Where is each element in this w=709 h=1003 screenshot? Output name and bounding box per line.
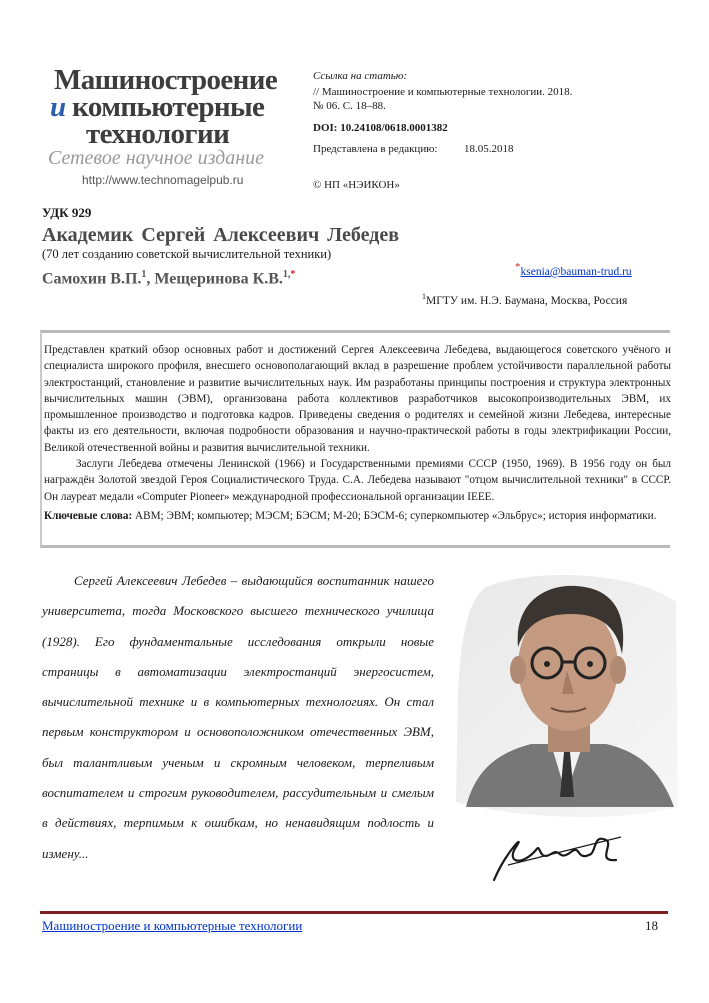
affiliation bbox=[422, 292, 627, 307]
doi[interactable]: DOI: 10.24108/0618.0001382 bbox=[313, 122, 448, 134]
author-1: Самохин В.П. bbox=[42, 270, 142, 288]
abstract-paragraph-2: Заслуги Лебедева отмечены Ленинской (1966) и Государственными премиями СССР (1950, 1969). В 1956 году он был награждён Золотой звездой Героя Социалистического Труда. С.А. Лебедева называют "отцом вычислительной техники" в СССР. Он лауреат медали «Computer Pioneer» международной профессиональной организации IEEE. bbox=[44, 458, 671, 503]
footer-rule bbox=[40, 911, 668, 914]
copyright: © НП «НЭИКОН» bbox=[313, 179, 400, 191]
article-title: Академик Сергей Алексеевич Лебедев bbox=[42, 224, 400, 246]
citation-ref-line-2: № 06. С. 18–88. bbox=[313, 100, 386, 112]
corresponding-email bbox=[515, 261, 632, 278]
author-2: Мещеринова К.В. bbox=[154, 270, 283, 288]
logo-url[interactable]: http://www.technomagelpub.ru bbox=[82, 173, 244, 187]
logo-and: и bbox=[50, 91, 66, 123]
affiliation-text: МГТУ им. Н.Э. Баумана, Москва, Россия bbox=[426, 294, 628, 307]
portrait-image bbox=[446, 562, 686, 892]
article-subtitle: (70 лет созданию советской вычислительной техники) bbox=[42, 247, 332, 261]
footer-journal-link[interactable]: Машиностроение и компьютерные технологии bbox=[42, 918, 303, 933]
signature-image bbox=[494, 837, 621, 880]
corresponding-star: * bbox=[290, 269, 296, 280]
citation-ref-line-1: // Машиностроение и компьютерные технологии. 2018. bbox=[313, 86, 573, 98]
journal-logo bbox=[46, 64, 282, 194]
page-number: 18 bbox=[645, 918, 658, 933]
intro-quote bbox=[42, 566, 434, 869]
keywords-label: Ключевые слова: bbox=[44, 509, 133, 522]
logo-line-3: технологии bbox=[86, 118, 230, 150]
logo-tagline: Сетевое научное издание bbox=[48, 147, 265, 169]
logo-line-1: Машиностроение bbox=[54, 64, 278, 96]
citation-label: Ссылка на статью: bbox=[313, 70, 408, 82]
udc-code: УДК 929 bbox=[42, 205, 92, 220]
received-label: Представлена в редакцию: bbox=[313, 143, 438, 155]
keywords bbox=[44, 508, 671, 524]
authors bbox=[42, 269, 295, 288]
intro-quote-text: Сергей Алексеевич Лебедев – выдающийся воспитанник нашего университета, тогда Московского высшего технического училища (1928). Его фундаментальные исследования открыли новые страницы в автоматизации электростанций энергосистем, вычислительной технике и в компьютерных технологиях. Он стал первым конструктором и основоположником отечественных ЭВМ, был талантливым ученым и скромным человеком, терпеливым воспитателем и строгим руководителем, рассудительным и смелым в действиях, терпимым к ошибкам, но ненавидящим подлость и измену... bbox=[42, 573, 434, 861]
affiliation-sup: 1 bbox=[422, 292, 426, 301]
received-date: 18.05.2018 bbox=[464, 143, 514, 155]
author-1-affil: 1 bbox=[141, 269, 147, 280]
abstract-box bbox=[40, 330, 670, 548]
email-star: * bbox=[515, 261, 521, 273]
author-2-affil: 1, bbox=[282, 269, 291, 280]
logo-line-2-text: компьютерные bbox=[65, 91, 265, 123]
abstract-paragraph-1: Представлен краткий обзор основных работ и достижений Сергея Алексеевича Лебедева, выдающегося советского учёного и специалиста широкого профиля, внесшего основополагающий вклад в разрешение проблем устойчивости параллельной работы электростанций, становление и развитие вычислительных наук. Им разработаны принципы построения и структура электронных вычислительных машин (ЭВМ), организована работа коллективов разработчиков высокопроизводительных ЭВМ, их промышленное производство и подготовка кадров. Приведены сведения о родителях и семейной жизни Лебедева, интересные факты из его деятельности, включая подробности образования и научно-практической работы в годы электрификации России, Великой отечественной войны и развития вычислительной техники. bbox=[44, 344, 671, 454]
abstract bbox=[44, 342, 671, 524]
email-link[interactable]: ksenia@bauman-trud.ru bbox=[520, 265, 632, 278]
author-separator: , bbox=[146, 270, 155, 288]
keywords-text: АВМ; ЭВМ; компьютер; МЭСМ; БЭСМ; М-20; БЭСМ-6; суперкомпьютер «Эльбрус»; история информатики. bbox=[132, 509, 657, 522]
